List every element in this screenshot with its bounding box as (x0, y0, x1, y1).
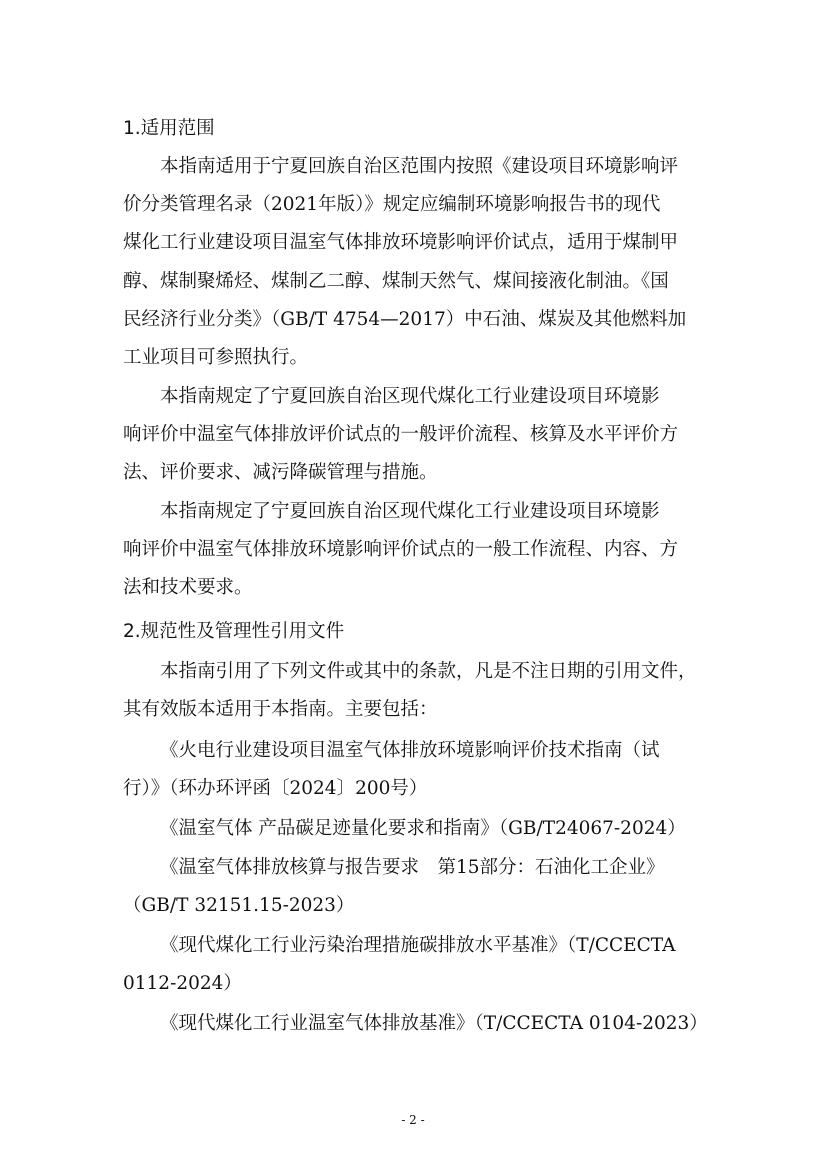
paragraph-references-line: 本指南引用了下列文件或其中的条款，凡是不注日期的引用文件， (160, 661, 697, 682)
paragraph-guide-line: 本指南规定了宁夏回族自治区现代煤化工行业建设项目环境影 (160, 501, 660, 522)
paragraph-guide-line: 法、评价要求、减污降碳管理与措施。 (123, 462, 438, 483)
paragraph-scope-line: 民经济行业分类》（GB/T 4754—2017）中石油、煤炭及其他燃料加 (123, 309, 687, 330)
reference-item: 《现代煤化工行业污染治理措施碳排放水平基准》（T/CCECTA (160, 935, 676, 956)
paragraph-references-line: 其有效版本适用于本指南。主要包括： (123, 699, 438, 720)
reference-item: 0112-2024） (123, 973, 242, 994)
section-heading-references: 2.规范性及管理性引用文件 (123, 621, 345, 642)
paragraph-scope-line: 工业项目可参照执行。 (123, 347, 309, 368)
section-heading-scope: 1.适用范围 (123, 118, 215, 139)
paragraph-guide-line: 法和技术要求。 (123, 577, 253, 598)
paragraph-scope-line: 煤化工行业建设项目温室气体排放环境影响评价试点，适用于煤制甲 (123, 232, 679, 253)
paragraph-guide-line: 本指南规定了宁夏回族自治区现代煤化工行业建设项目环境影 (160, 386, 660, 407)
reference-item: 《温室气体排放核算与报告要求 第15部分：石油化工企业》 (160, 857, 665, 878)
paragraph-scope-line: 本指南适用于宁夏回族自治区范围内按照《建设项目环境影响评 (160, 156, 679, 177)
paragraph-scope-line: 醇、煤制聚烯烃、煤制乙二醇、煤制天然气、煤间接液化制油。《国 (123, 271, 669, 292)
reference-item: （GB/T 32151.15-2023） (123, 895, 355, 916)
page-number: - 2 - (401, 1113, 425, 1127)
paragraph-guide-line: 响评价中温室气体排放评价试点的一般评价流程、核算及水平评价方 (123, 424, 679, 445)
reference-item: 《温室气体 产品碳足迹量化要求和指南》（GB/T24067-2024） (160, 818, 686, 839)
paragraph-guide-line: 响评价中温室气体排放环境影响评价试点的一般工作流程、内容、方 (123, 539, 679, 560)
paragraph-scope-line: 价分类管理名录（2021年版）》规定应编制环境影响报告书的现代 (123, 194, 661, 215)
reference-item: 《现代煤化工行业温室气体排放基准》（T/CCECTA 0104-2023） (160, 1013, 708, 1034)
reference-item: 行）》（环办环评函〔2024〕200号） (123, 778, 428, 799)
reference-item: 《火电行业建设项目温室气体排放环境影响评价技术指南（试 (160, 740, 660, 761)
